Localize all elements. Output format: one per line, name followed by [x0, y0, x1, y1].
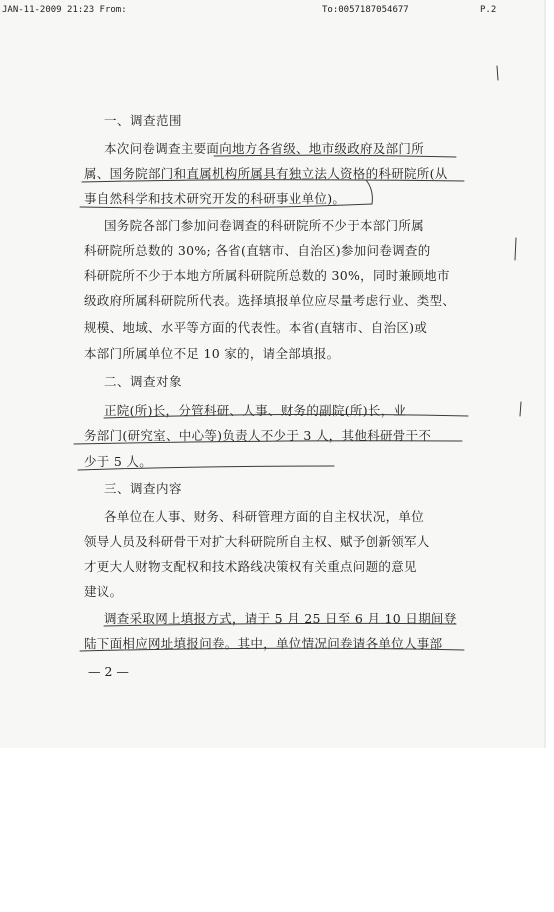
fax-page-indicator: P.2 — [480, 5, 497, 15]
body-line: 事自然科学和技术研究开发的科研事业单位)。 — [84, 191, 346, 206]
body-line: 才更大人财物支配权和技术路线决策权有关重点问题的意见 — [84, 559, 417, 574]
body-line: 少于 5 人。 — [84, 454, 152, 469]
page-number: — 2 — — [88, 664, 129, 679]
body-line: 各单位在人事、财务、科研管理方面的自主权状况，单位 — [104, 509, 425, 524]
body-line: 陆下面相应网址填报问卷。其中，单位情况问卷请各单位人事部 — [84, 636, 443, 651]
fax-header — [0, 5, 546, 17]
margin-tick-mark — [520, 402, 521, 416]
body-line: 调查采取网上填报方式，请于 5 月 25 日至 6 月 10 日期间登 — [104, 611, 457, 626]
body-line: 国务院各部门参加问卷调查的科研院所不少于本部门所属 — [104, 218, 425, 233]
section-3-heading: 三、调查内容 — [104, 481, 183, 496]
margin-tick-mark — [515, 238, 516, 260]
fax-recipient: To:0057187054677 — [322, 5, 409, 15]
margin-tick-mark — [497, 66, 498, 80]
body-line: 建议。 — [84, 584, 123, 599]
fax-sent-info: JAN-11-2009 21:23 From: — [2, 5, 127, 15]
body-line: 本部门所属单位不足 10 家的，请全部填报。 — [84, 346, 340, 361]
body-line: 属、国务院部门和直属机构所属具有独立法人资格的科研院所(从 — [84, 166, 448, 181]
body-line: 级政府所属科研院所代表。选择填报单位应尽量考虑行业、类型、 — [84, 293, 456, 308]
body-line: 务部门(研究室、中心等)负责人不少于 3 人，其他科研骨干不 — [84, 428, 432, 443]
section-1-heading: 一、调查范围 — [104, 113, 183, 128]
body-line: 科研院所不少于本地方所属科研院所总数的 30%，同时兼顾地市 — [84, 268, 450, 283]
body-line: 本次问卷调查主要面向地方各省级、地市级政府及部门所 — [104, 141, 425, 156]
body-line: 领导人员及科研骨干对扩大科研院所自主权、赋予创新领军人 — [84, 534, 430, 549]
body-line: 正院(所)长，分管科研、人事、财务的副院(所)长，业 — [104, 403, 407, 418]
body-line: 科研院所总数的 30%; 各省(直辖市、自治区)参加问卷调查的 — [84, 243, 431, 258]
body-line: 规模、地域、水平等方面的代表性。本省(直辖市、自治区)或 — [84, 320, 428, 335]
section-2-heading: 二、调查对象 — [104, 374, 183, 389]
